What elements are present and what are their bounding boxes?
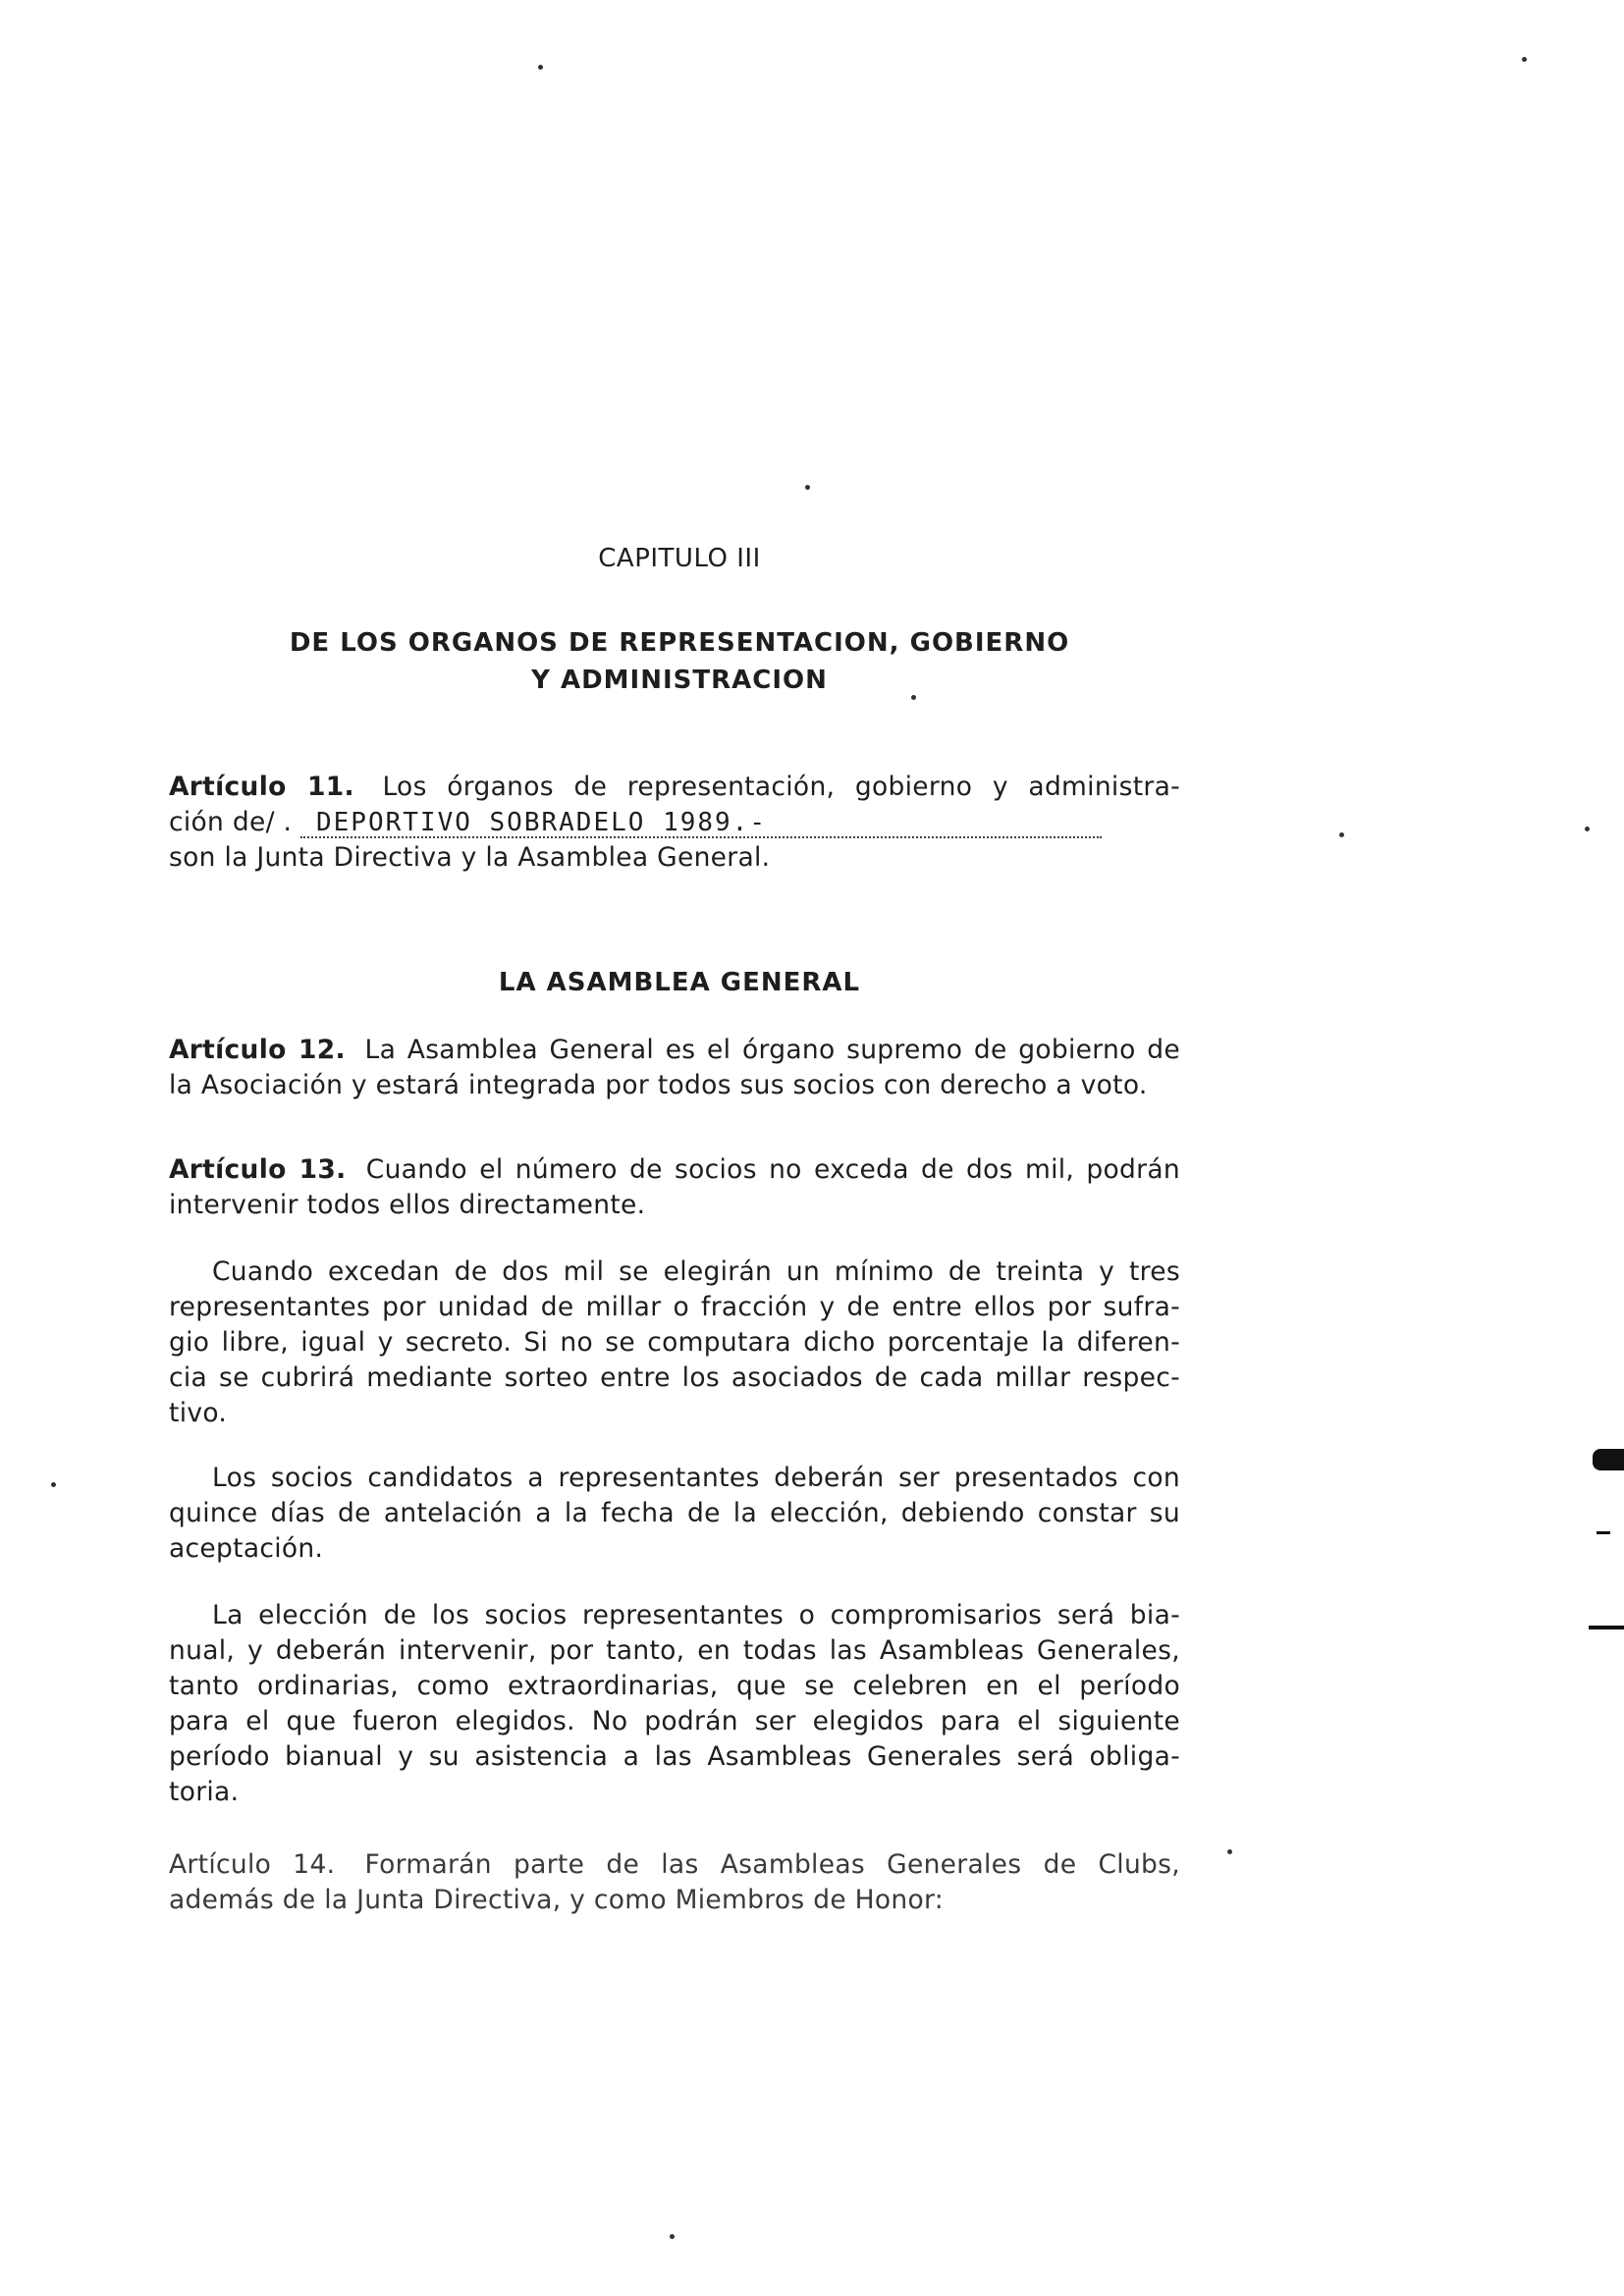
scan-speck [51, 1482, 56, 1487]
eleccion-line1: La elección de los socios representantes o compromisarios será bia- [212, 1600, 1180, 1630]
paragraph-representantes [169, 1255, 1180, 1431]
representantes-line2: representantes por unidad de millar o fracción y de entre ellos por sufra- [169, 1292, 1180, 1322]
article-12-label: Artículo 12. [169, 1035, 346, 1065]
chapter-title: CAPITULO III [598, 544, 761, 573]
article-12-line2: la Asociación y estará integrada por todos sus socios con derecho a voto. [169, 1070, 1148, 1100]
eleccion-line4: para el que fueron elegidos. No podrán ser elegidos para el siguiente [169, 1706, 1180, 1736]
article-12-line1 [169, 1033, 1180, 1068]
scan-speck [911, 695, 916, 700]
article-11-prefix: ción de/ . [169, 807, 293, 837]
scan-speck [538, 65, 543, 70]
scan-speck [1522, 57, 1527, 62]
article-12 [169, 1033, 1180, 1103]
representantes-line4: cia se cubrirá mediante sorteo entre los asociados de cada millar respec- [169, 1362, 1180, 1393]
scan-speck [670, 2234, 675, 2239]
article-13-label: Artículo 13. [169, 1154, 347, 1185]
representantes-line1: Cuando excedan de dos mil se elegirán un mínimo de treinta y tres [212, 1256, 1180, 1287]
paragraph-eleccion [169, 1598, 1180, 1810]
eleccion-line5: período bianual y su asistencia a las Asambleas Generales será obliga- [169, 1741, 1180, 1772]
eleccion-line3: tanto ordinarias, como extraordinarias, que se celebren en el período [169, 1671, 1180, 1701]
article-14 [169, 1847, 1180, 1918]
article-13 [169, 1152, 1180, 1223]
candidatos-line2: quince días de antelación a la fecha de la elección, debiendo constar su [169, 1498, 1180, 1528]
article-12-text1: La Asamblea General es el órgano supremo de gobierno de [364, 1035, 1180, 1065]
paragraph-candidatos [169, 1461, 1180, 1567]
article-11-label: Artículo 11. [169, 772, 354, 802]
article-11-line3: son la Junta Directiva y la Asamblea General. [169, 842, 771, 873]
article-13-text1: Cuando el número de socios no exceda de dos mil, podrán [365, 1154, 1180, 1185]
eleccion-line6: toria. [169, 1777, 240, 1807]
section-title [0, 968, 1359, 997]
article-14-label: Artículo 14. [169, 1849, 336, 1880]
article-13-line1 [169, 1152, 1180, 1188]
scan-speck [1339, 832, 1344, 837]
scan-speck [805, 485, 810, 490]
scan-speck [1227, 1849, 1232, 1854]
eleccion-line2: nual, y deberán intervenir, por tanto, en todas las Asambleas Generales, [169, 1635, 1180, 1666]
candidatos-line1: Los socios candidatos a representantes deberán ser presentados con [212, 1463, 1180, 1493]
article-11-line2 [169, 805, 1180, 840]
representantes-line5: tivo. [169, 1398, 228, 1428]
scan-edge-mark [1597, 1531, 1610, 1534]
article-13-line2: intervenir todos ellos directamente. [169, 1190, 646, 1220]
scan-speck [1585, 827, 1590, 831]
candidatos-line3: aceptación. [169, 1533, 324, 1564]
scan-edge-mark [1589, 1626, 1624, 1629]
club-name-field: DEPORTIVO SOBRADELO 1989.- [300, 809, 1102, 838]
article-14-line2: además de la Junta Directiva, y como Miembros de Honor: [169, 1885, 944, 1915]
article-11-text1: Los órganos de representación, gobierno y administra- [382, 772, 1180, 802]
article-14-line1 [169, 1847, 1180, 1883]
article-11 [169, 770, 1180, 876]
chapter-subtitle-line1: DE LOS ORGANOS DE REPRESENTACION, GOBIERNO [289, 628, 1070, 658]
article-11-line1 [169, 770, 1180, 805]
scan-edge-mark [1593, 1449, 1624, 1470]
representantes-line3: gio libre, igual y secreto. Si no se computara dicho porcentaje la diferen- [169, 1327, 1180, 1358]
chapter-subtitle-line2: Y ADMINISTRACION [531, 666, 828, 695]
article-14-text1: Formarán parte de las Asambleas Generales de Clubs, [364, 1849, 1180, 1880]
section-title-text: LA ASAMBLEA GENERAL [498, 968, 861, 997]
